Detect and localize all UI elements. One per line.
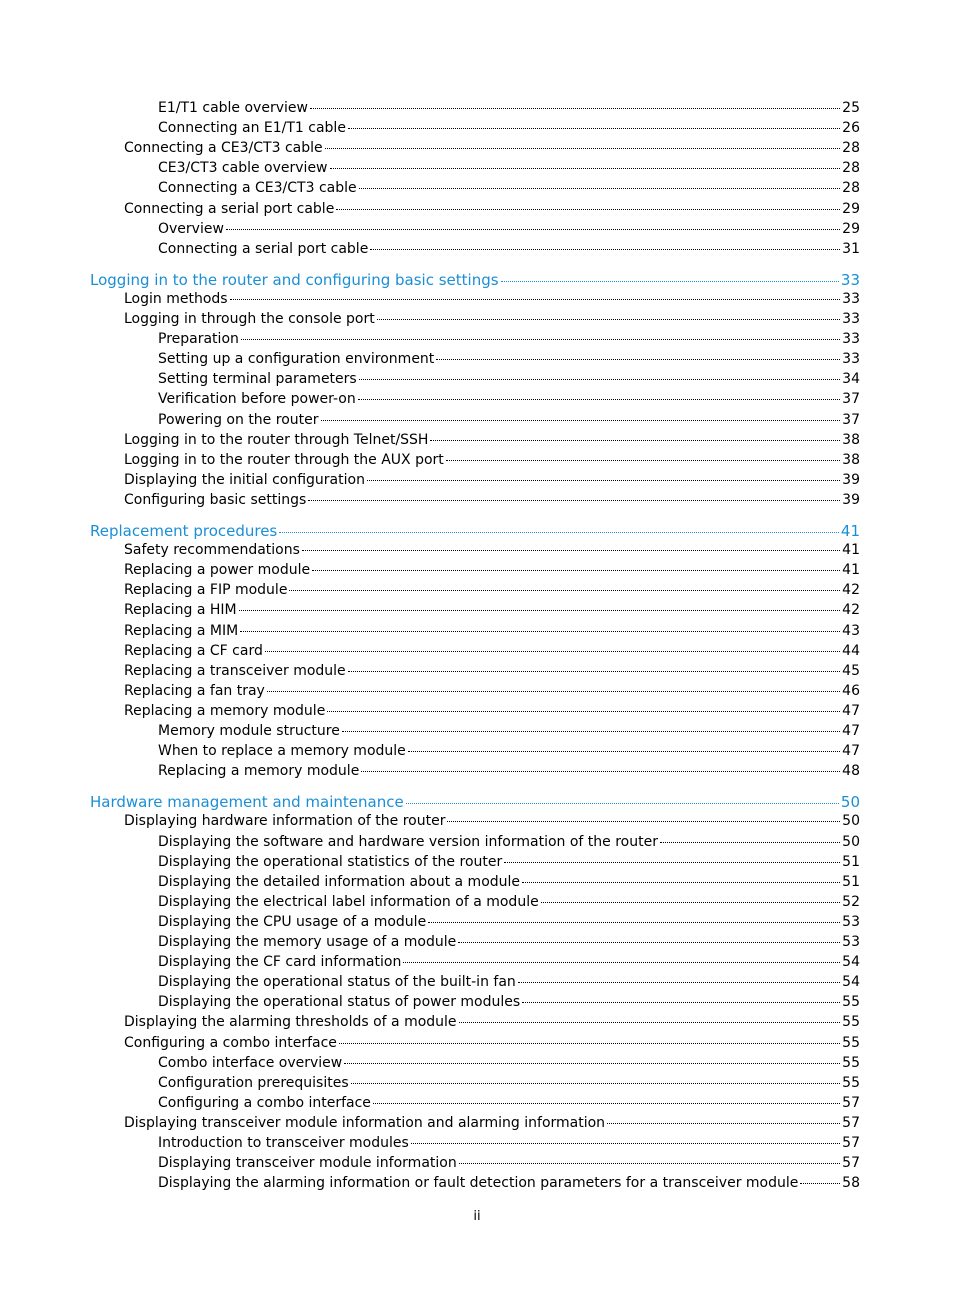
dot-leader — [377, 319, 840, 320]
dot-leader — [370, 249, 840, 250]
toc-entry[interactable] — [0, 562, 954, 582]
dot-leader — [289, 590, 840, 591]
toc-entry-title: Replacing a transceiver module — [124, 662, 346, 679]
toc-entry-page-number: 48 — [842, 763, 860, 780]
toc-entry-title: Logging in to the router through the AUX port — [124, 451, 444, 468]
dot-leader — [348, 128, 840, 129]
toc-entry[interactable] — [0, 1115, 954, 1135]
toc-entry-title: Replacing a HIM — [124, 602, 237, 619]
toc-entry-title: Displaying the operational status of the built-in fan — [158, 974, 516, 991]
dot-leader — [459, 1163, 840, 1164]
dot-leader — [339, 1043, 840, 1044]
dot-leader — [241, 339, 840, 340]
dot-leader — [406, 803, 839, 804]
toc-entry[interactable] — [0, 703, 954, 723]
toc-entry[interactable] — [0, 602, 954, 622]
toc-entry[interactable] — [0, 723, 954, 743]
toc-entry-page-number: 57 — [842, 1135, 860, 1151]
dot-leader — [265, 651, 840, 652]
toc-entry-page-number: 42 — [842, 582, 860, 599]
toc-entry-title: Combo interface overview — [158, 1054, 343, 1071]
toc-entry-title: Configuring a combo interface — [158, 1094, 371, 1111]
dot-leader — [279, 532, 839, 533]
dot-leader — [226, 229, 840, 230]
toc-entry-page-number: 41 — [842, 542, 860, 559]
toc-entry-title: Displaying the memory usage of a module — [158, 934, 457, 950]
page-number-footer: ii — [473, 1209, 481, 1224]
dot-leader — [430, 440, 840, 441]
toc-entry[interactable] — [0, 1135, 954, 1155]
dot-leader — [230, 299, 840, 300]
toc-entry-page-number: 52 — [842, 893, 860, 910]
toc-entry-title: Powering on the router — [158, 411, 319, 428]
toc-entry-title: Setting terminal parameters — [158, 371, 357, 388]
toc-entry[interactable] — [0, 371, 954, 391]
dot-leader — [408, 751, 840, 752]
toc-entry-title: When to replace a memory module — [158, 743, 406, 760]
toc-entry-title: Introduction to transceiver modules — [158, 1135, 409, 1151]
toc-entry-title: Displaying transceiver module information — [158, 1155, 457, 1172]
toc-entry[interactable] — [0, 663, 954, 683]
toc-entry[interactable] — [0, 994, 954, 1014]
toc-entry[interactable] — [0, 120, 954, 140]
dot-leader — [310, 108, 840, 109]
toc-entry[interactable] — [0, 743, 954, 763]
toc-entry-title: Replacing a MIM — [124, 622, 239, 639]
toc-entry-page-number: 47 — [842, 723, 860, 739]
toc-entry-page-number: 37 — [842, 391, 860, 408]
toc-entry-title: Replacement procedures — [90, 522, 278, 540]
toc-entry-page-number: 57 — [842, 1094, 860, 1111]
toc-entry-title: Displaying the operational status of power modules — [158, 994, 521, 1011]
dot-leader — [660, 842, 840, 843]
dot-leader — [800, 1183, 840, 1184]
toc-entry-title: Displaying the software and hardware version information of the router — [158, 833, 658, 850]
toc-entry[interactable] — [0, 472, 954, 492]
toc-entry-title: Logging in to the router through Telnet/SSH — [124, 431, 429, 448]
toc-entry-page-number: 29 — [842, 200, 860, 217]
toc-entry-title: Displaying transceiver module information and alarming information — [124, 1114, 606, 1131]
dot-leader — [504, 862, 840, 863]
toc-chapter-entry[interactable] — [0, 271, 954, 291]
dot-leader — [348, 671, 840, 672]
toc-entry[interactable] — [0, 954, 954, 974]
toc-entry-title: Displaying the initial configuration — [124, 471, 365, 488]
toc-entry-page-number: 34 — [842, 371, 860, 388]
toc-entry[interactable] — [0, 311, 954, 331]
toc-entry[interactable] — [0, 1095, 954, 1115]
toc-entry-title: Displaying the detailed information about a module — [158, 873, 521, 890]
dot-leader — [325, 148, 840, 149]
toc-entry-page-number: 41 — [842, 562, 860, 579]
dot-leader — [308, 500, 840, 501]
toc-entry[interactable] — [0, 432, 954, 452]
toc-entry[interactable] — [0, 140, 954, 160]
dot-leader — [428, 922, 840, 923]
dot-leader — [312, 570, 840, 571]
toc-entry[interactable] — [0, 1075, 954, 1095]
dot-leader — [267, 691, 840, 692]
toc-entry-page-number: 55 — [842, 1054, 860, 1071]
toc-entry[interactable] — [0, 643, 954, 663]
dot-leader — [359, 379, 840, 380]
toc-entry-page-number: 33 — [842, 331, 860, 348]
toc-entry[interactable] — [0, 914, 954, 934]
toc-entry-title: Displaying the operational statistics of the router — [158, 853, 503, 870]
toc-entry[interactable] — [0, 813, 954, 833]
toc-entry-page-number: 55 — [842, 1034, 860, 1051]
toc-entry-page-number: 38 — [842, 431, 860, 448]
dot-leader — [302, 550, 840, 551]
dot-leader — [403, 962, 840, 963]
toc-entry-page-number: 28 — [842, 160, 860, 177]
toc-entry-title: Login methods — [124, 290, 228, 307]
dot-leader — [344, 1063, 840, 1064]
toc-entry-page-number: 51 — [842, 853, 860, 870]
toc-entry-title: Connecting a serial port cable — [158, 240, 369, 257]
toc-entry-page-number: 33 — [842, 290, 860, 307]
dot-leader — [342, 731, 840, 732]
toc-entry[interactable] — [0, 100, 954, 120]
dot-leader — [459, 1022, 840, 1023]
toc-entry[interactable] — [0, 582, 954, 602]
toc-entry-title: Replacing a FIP module — [124, 582, 288, 599]
dot-leader — [359, 188, 840, 189]
dot-leader — [239, 610, 840, 611]
toc-entry-page-number: 38 — [842, 451, 860, 468]
toc-entry[interactable] — [0, 1175, 954, 1195]
toc-entry-page-number: 28 — [842, 180, 860, 197]
toc-entry-page-number: 39 — [842, 471, 860, 488]
toc-entry-page-number: 29 — [842, 220, 860, 237]
toc-entry-page-number: 50 — [840, 793, 860, 812]
toc-entry-title: Configuration prerequisites — [158, 1074, 349, 1091]
toc-entry-title: Connecting a serial port cable — [124, 200, 335, 217]
toc-entry-page-number: 53 — [842, 913, 860, 930]
dot-leader — [458, 942, 840, 943]
toc-entry-page-number: 57 — [842, 1155, 860, 1172]
toc-entry-title: Connecting an E1/T1 cable — [158, 120, 346, 137]
dot-leader — [436, 359, 840, 360]
toc-entry[interactable] — [0, 221, 954, 241]
toc-entry-title: Memory module structure — [158, 723, 340, 739]
dot-leader — [321, 420, 841, 421]
dot-leader — [240, 631, 840, 632]
toc-entry-title: Displaying the alarming thresholds of a module — [124, 1014, 457, 1031]
toc-entry-page-number: 31 — [842, 240, 860, 257]
toc-entry-page-number: 33 — [842, 351, 860, 368]
dot-leader — [373, 1103, 840, 1104]
toc-entry[interactable] — [0, 412, 954, 432]
toc-entry-page-number: 45 — [842, 662, 860, 679]
toc-entry[interactable] — [0, 291, 954, 311]
toc-entry[interactable] — [0, 1155, 954, 1175]
toc-entry[interactable] — [0, 331, 954, 351]
toc-entry[interactable] — [0, 201, 954, 221]
toc-entry-page-number: 42 — [842, 602, 860, 619]
toc-entry-page-number: 44 — [842, 642, 860, 659]
toc-entry-title: Logging in through the console port — [124, 311, 375, 327]
toc-entry-title: Replacing a memory module — [158, 763, 360, 780]
dot-leader — [522, 882, 840, 883]
toc-entry-page-number: 58 — [842, 1175, 860, 1192]
toc-entry[interactable] — [0, 452, 954, 472]
toc-entry-page-number: 51 — [842, 873, 860, 890]
toc-entry-page-number: 53 — [842, 934, 860, 950]
toc-entry-title: Replacing a fan tray — [124, 682, 265, 699]
dot-leader — [358, 399, 840, 400]
toc-entry[interactable] — [0, 1014, 954, 1034]
toc-entry[interactable] — [0, 391, 954, 411]
toc-entry[interactable] — [0, 854, 954, 874]
toc-entry-page-number: 25 — [842, 100, 860, 116]
dot-leader — [361, 771, 840, 772]
toc-entry-title: Replacing a CF card — [124, 642, 263, 659]
toc-entry-title: Overview — [158, 220, 224, 237]
toc-entry-page-number: 57 — [842, 1114, 860, 1131]
toc-entry-page-number: 47 — [842, 702, 860, 719]
toc-entry[interactable] — [0, 1035, 954, 1055]
toc-entry-title: Displaying the electrical label information of a module — [158, 893, 539, 910]
dot-leader — [367, 480, 840, 481]
dot-leader — [541, 902, 840, 903]
dot-leader — [447, 821, 840, 822]
toc-entry-title: Verification before power-on — [158, 391, 356, 408]
toc-entry-page-number: 50 — [842, 833, 860, 850]
toc-entry-title: CE3/CT3 cable overview — [158, 160, 328, 177]
toc-entry-title: Hardware management and maintenance — [90, 793, 404, 812]
toc-entry-page-number: 37 — [842, 411, 860, 428]
toc-entry-title: Displaying the alarming information or fault detection parameters for a transceiver module — [158, 1175, 799, 1192]
dot-leader — [446, 460, 840, 461]
toc-entry[interactable] — [0, 974, 954, 994]
toc-entry-title: Configuring a combo interface — [124, 1034, 337, 1051]
dot-leader — [327, 711, 840, 712]
dot-leader — [330, 168, 840, 169]
toc-entry-page-number: 47 — [842, 743, 860, 760]
toc-entry[interactable] — [0, 1055, 954, 1075]
toc-entry-title: E1/T1 cable overview — [158, 100, 308, 116]
dot-leader — [351, 1083, 840, 1084]
toc-entry-page-number: 55 — [842, 1014, 860, 1031]
toc-entry-title: Replacing a power module — [124, 562, 311, 579]
toc-chapter-entry[interactable] — [0, 793, 954, 813]
toc-entry-title: Connecting a CE3/CT3 cable — [124, 140, 323, 157]
toc-entry-page-number: 26 — [842, 120, 860, 137]
toc-entry[interactable] — [0, 683, 954, 703]
toc-entry[interactable] — [0, 763, 954, 783]
dot-leader — [522, 1002, 840, 1003]
toc-entry-title: Configuring basic settings — [124, 491, 307, 508]
toc-entry-title: Preparation — [158, 331, 239, 348]
toc-entry-page-number: 39 — [842, 491, 860, 508]
toc-entry[interactable] — [0, 834, 954, 854]
toc-entry-title: Displaying the CF card information — [158, 954, 402, 971]
toc-entry-page-number: 41 — [840, 522, 860, 540]
toc-entry-title: Safety recommendations — [124, 542, 300, 559]
toc-entry-title: Replacing a memory module — [124, 702, 326, 719]
dot-leader — [518, 982, 840, 983]
toc-entry[interactable] — [0, 894, 954, 914]
toc-entry[interactable] — [0, 351, 954, 371]
toc-entry-page-number: 55 — [842, 994, 860, 1011]
toc-entry-title: Logging in to the router and configuring basic settings — [90, 270, 499, 289]
toc-entry-page-number: 33 — [840, 270, 860, 289]
toc-entry-title: Connecting a CE3/CT3 cable — [158, 180, 357, 197]
toc-entry[interactable] — [0, 623, 954, 643]
toc-entry[interactable] — [0, 160, 954, 180]
toc-entry-title: Displaying the CPU usage of a module — [158, 913, 427, 930]
toc-entry-page-number: 33 — [842, 311, 860, 327]
toc-entry-page-number: 54 — [842, 974, 860, 991]
dot-leader — [501, 281, 839, 282]
toc-entry-title: Setting up a configuration environment — [158, 351, 435, 368]
toc-entry[interactable] — [0, 934, 954, 954]
toc-entry-page-number: 28 — [842, 140, 860, 157]
toc-entry-page-number: 50 — [842, 813, 860, 830]
toc-entry[interactable] — [0, 180, 954, 200]
dot-leader — [607, 1123, 840, 1124]
toc-entry[interactable] — [0, 542, 954, 562]
dot-leader — [336, 209, 840, 210]
toc-entry-page-number: 46 — [842, 682, 860, 699]
toc-entry[interactable] — [0, 241, 954, 261]
toc-entry-page-number: 55 — [842, 1074, 860, 1091]
toc-chapter-entry[interactable] — [0, 522, 954, 542]
dot-leader — [411, 1143, 840, 1144]
toc-entry-page-number: 43 — [842, 622, 860, 639]
toc-entry-page-number: 54 — [842, 954, 860, 971]
toc-entry[interactable] — [0, 874, 954, 894]
toc-entry-title: Displaying hardware information of the router — [124, 813, 446, 830]
toc-entry[interactable] — [0, 492, 954, 512]
